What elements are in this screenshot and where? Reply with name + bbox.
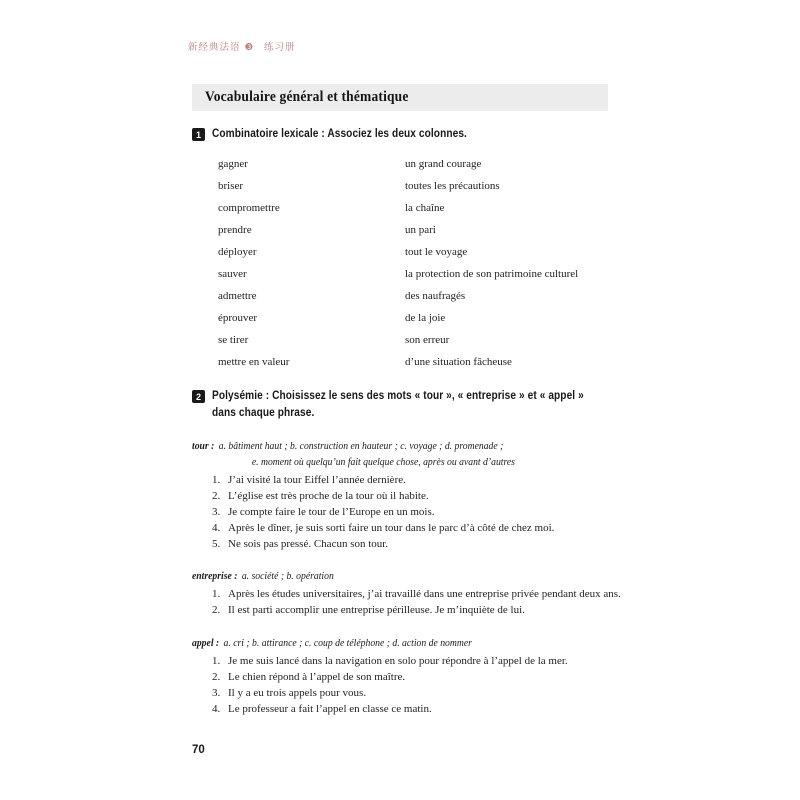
word-block-appel: [192, 635, 672, 717]
section-title-bar: [192, 84, 608, 111]
sentence-item: [192, 602, 672, 618]
exercise-title-line: Polysémie : Choisissez le sens des mots « tour », « entreprise » et « appel »: [212, 390, 584, 402]
series-title: 新经典法语 ❸: [188, 42, 255, 53]
sentence-text: L’église est très proche de la tour où il habite.: [228, 490, 429, 502]
sentence-number: 3.: [212, 506, 221, 518]
definition-line: [192, 637, 472, 649]
match-right-term: d’une situation fâcheuse: [405, 356, 512, 368]
match-right-term: son erreur: [405, 334, 450, 346]
exercise-title-line: Combinatoire lexicale : Associez les deux colonnes.: [212, 128, 467, 140]
sentence-number: 3.: [212, 687, 221, 699]
sentence-item: [192, 472, 672, 488]
sentence-item: [192, 586, 672, 602]
exercise-1-heading: [192, 126, 632, 143]
sentence-list: [192, 653, 672, 717]
exercise-2-title: [212, 388, 584, 422]
match-left-term: prendre: [218, 224, 252, 236]
match-right-term: un grand courage: [405, 158, 482, 170]
sentence-item: [192, 685, 672, 701]
sentence-item: [192, 669, 672, 685]
definition-text: a. cri ; b. attirance ; c. coup de téléphone ; d. action de nommer: [223, 637, 472, 649]
sentence-number: 2.: [212, 490, 221, 502]
match-right-term: toutes les précautions: [405, 180, 500, 192]
page-number: 70: [192, 744, 205, 756]
exercise-number-badge: 2: [192, 390, 205, 403]
sentence-text: Après les études universitaires, j’ai travaillé dans une entreprise privée pendant deux ans.: [228, 588, 621, 600]
definition-line: e. moment où quelqu’un fait quelque chose, après ou avant d’autres: [251, 456, 515, 468]
word-definitions: [192, 635, 614, 651]
sentence-item: [192, 504, 672, 520]
match-right-term: la protection de son patrimoine culturel: [405, 268, 579, 280]
sentence-number: 2.: [212, 671, 221, 683]
sentence-item: [192, 653, 672, 669]
word-term: tour :: [192, 440, 215, 452]
match-left-term: sauver: [218, 268, 247, 280]
sentence-text: Il est parti accomplir une entreprise périlleuse. Je m’inquiète de lui.: [228, 604, 525, 616]
match-row: [192, 158, 632, 180]
sentence-text: Ne sois pas pressé. Chacun son tour.: [228, 538, 389, 550]
definition-line: [192, 570, 334, 582]
match-left-term: éprouver: [218, 312, 258, 324]
match-row: [192, 356, 632, 378]
sentence-number: 4.: [212, 703, 221, 715]
match-left-term: déployer: [218, 246, 257, 258]
sentence-item: [192, 701, 672, 717]
match-row: [192, 180, 632, 202]
sentence-number: 1.: [212, 655, 221, 667]
running-head: [188, 39, 296, 53]
definition-text: a. société ; b. opération: [241, 570, 334, 582]
sentence-item: [192, 520, 672, 536]
match-right-term: un pari: [405, 224, 436, 236]
sentence-number: 5.: [212, 538, 221, 550]
match-left-term: briser: [218, 180, 244, 192]
sentence-item: [192, 536, 672, 552]
exercise-2: [192, 388, 672, 717]
match-left-term: admettre: [218, 290, 257, 302]
sentence-text: J’ai visité la tour Eiffel l’année dernière.: [228, 474, 406, 486]
word-block-tour: [192, 438, 672, 552]
sentence-text: Il y a eu trois appels pour vous.: [228, 687, 367, 699]
sentence-text: Après le dîner, je suis sorti faire un tour dans le parc d’à côté de chez moi.: [228, 522, 555, 534]
sentence-text: Le professeur a fait l’appel en classe ce matin.: [228, 703, 432, 715]
sentence-number: 1.: [212, 588, 221, 600]
definition-line: [192, 440, 503, 452]
match-left-term: mettre en valeur: [218, 356, 290, 368]
match-left-term: gagner: [218, 158, 248, 170]
exercise-1: [192, 126, 632, 378]
exercise-title-line: dans chaque phrase.: [212, 407, 315, 419]
exercise-number-badge: 1: [192, 128, 205, 141]
definition-text: a. bâtiment haut ; b. construction en hauteur ; c. voyage ; d. promenade ;: [218, 440, 504, 452]
sentence-number: 4.: [212, 522, 221, 534]
word-term: entreprise :: [192, 570, 238, 582]
word-term: appel :: [192, 637, 220, 649]
match-left-term: se tirer: [218, 334, 249, 346]
sentence-text: Je compte faire le tour de l’Europe en un mois.: [228, 506, 435, 518]
sentence-list: [192, 586, 672, 618]
sentence-item: [192, 488, 672, 504]
sentence-text: Le chien répond à l’appel de son maître.: [228, 671, 406, 683]
sentence-text: Je me suis lancé dans la navigation en solo pour répondre à l’appel de la mer.: [228, 655, 568, 667]
match-row: [192, 312, 632, 334]
exercise-1-title: [212, 126, 467, 143]
sentence-list: [192, 472, 672, 552]
match-row: [192, 334, 632, 356]
match-row: [192, 246, 632, 268]
match-row: [192, 290, 632, 312]
match-row: [192, 202, 632, 224]
sentence-number: 2.: [212, 604, 221, 616]
match-columns: [192, 158, 632, 378]
word-definitions: [192, 438, 614, 470]
match-row: [192, 268, 632, 290]
word-block-entreprise: [192, 568, 672, 618]
sentence-number: 1.: [212, 474, 221, 486]
exercise-2-heading: [192, 388, 672, 422]
section-title: Vocabulaire général et thématique: [205, 89, 409, 105]
match-right-term: tout le voyage: [405, 246, 468, 258]
match-right-term: de la joie: [405, 312, 446, 324]
match-row: [192, 224, 632, 246]
match-right-term: des naufragés: [405, 290, 466, 302]
match-left-term: compromettre: [218, 202, 280, 214]
word-definitions: [192, 568, 614, 584]
book-type-label: 练习册: [264, 42, 296, 53]
match-right-term: la chaîne: [405, 202, 445, 214]
